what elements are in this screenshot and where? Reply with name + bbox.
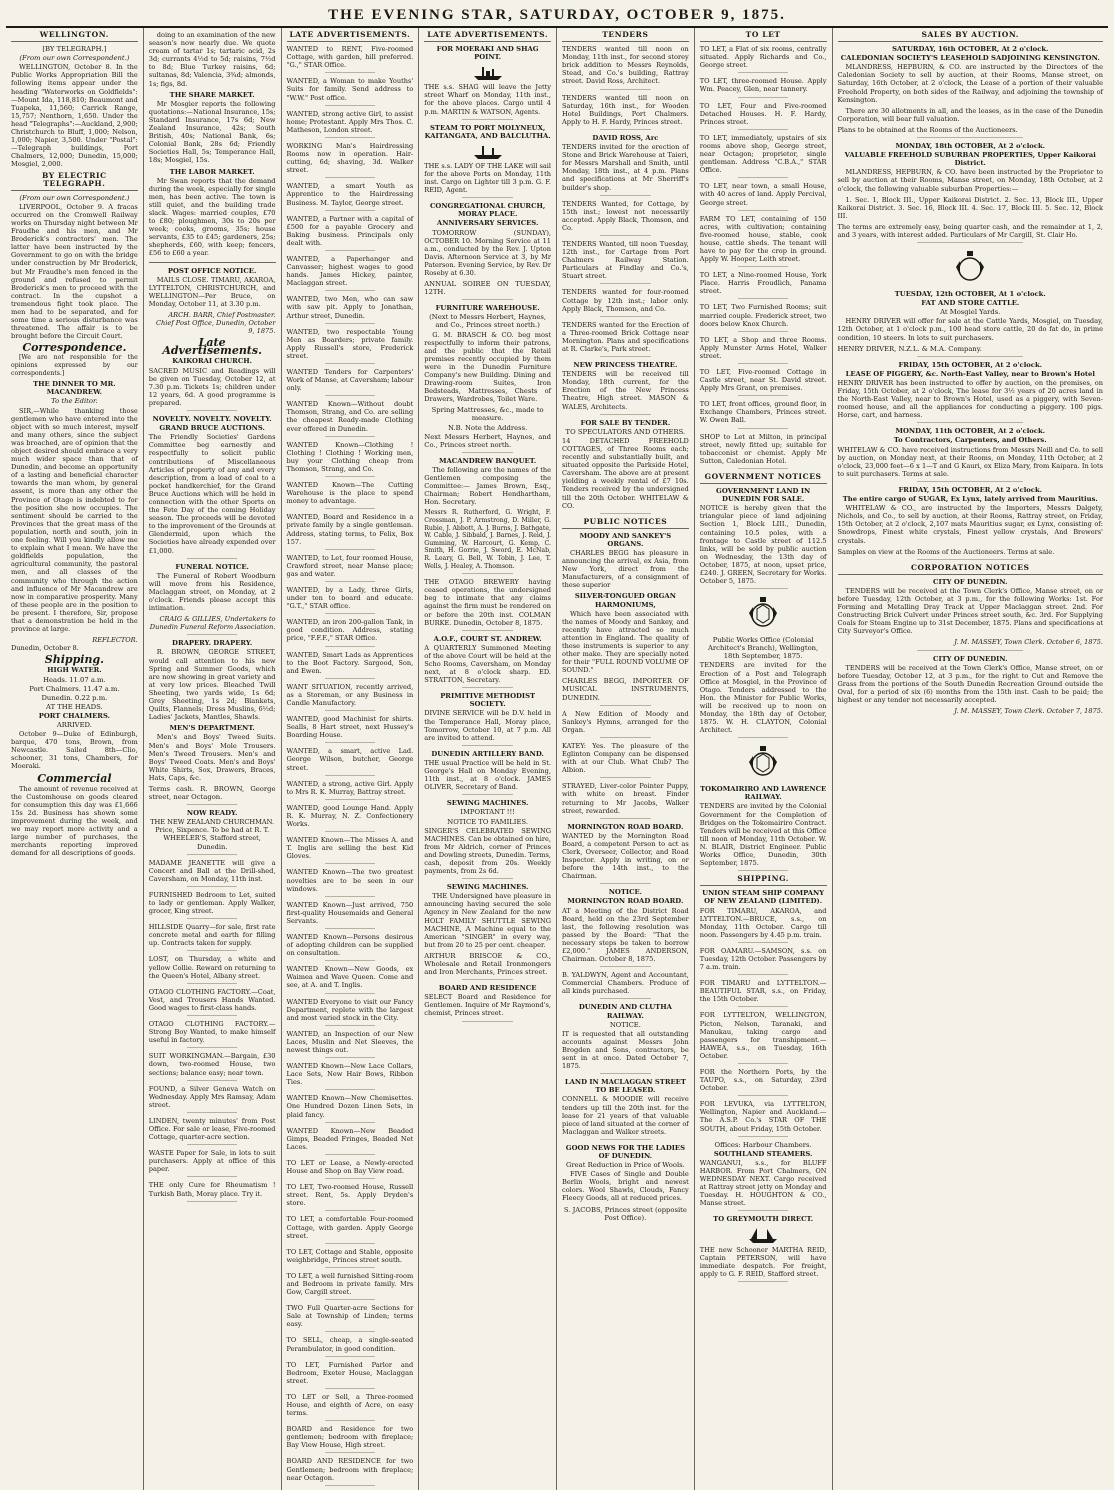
wanted-ad: WANTED Known—New Beaded Gimps, Beaded Fringes, Beaded Net Laces. (287, 1127, 414, 1155)
commercial-heading: Commercial (37, 771, 112, 785)
pwd-ad: TENDERS are invited for the Erection of a Post and Telegraph Office at Mosgiel, in the Province of Otago. Tenders addressed to the Hon. the Minister for Public Works, will be received up to noon on Monday, the 18th day of October, 1875. W. H. CLAYTON, Colonial Architect. (700, 661, 827, 738)
ship-icon-3 (747, 1226, 779, 1244)
gov-land-ad: NOTICE is hereby given that the triangular piece of land adjoining Section 1, Block LIII., Dunedin, containing 10.5 poles, with a frontage to Castle street of 112.5 links, will be sold by public auction on Wednesday, the 13th day of October, 1875, at noon, upset price, £240. J. GREEN, Secretary for Works. October 5, 1875. (700, 504, 827, 589)
shipping-heading-6: SHIPPING. (700, 875, 827, 886)
mornington-heading: MORNINGTON ROAD BOARD. (567, 822, 684, 831)
wanted-ad: TO LET, Furnished Parlor and Bedroom, Exeter House, Maclaggan street. (287, 1361, 414, 1389)
late-ads-heading-4: LATE ADVERTISEMENTS. (424, 31, 551, 42)
a1-text-b: There are 30 allotments in all, and the leases, as in the case of the Dunedin Corporation, will bear full valuation. (837, 106, 1103, 123)
begg-intro: CHARLES BEGG has pleasure in announcing the arrival, ex Asia, from New York, direct from the Manufacturers, of a consignment of these superior (562, 548, 689, 590)
port-title: PORT CHALMERS. (38, 711, 110, 720)
wanted-ad: WANTED, an iron 200-gallon Tank, in good condition. Address, stating price, "F.F.F.," STAR Office. (287, 618, 414, 646)
aof-ad: A QUARTERLY Summoned Meeting of the above Court will be held at the Scho Rooms, Caversham, on Monday next, at 8 o'clock sharp. ED. STRATTON, Secretary. (424, 644, 551, 688)
a4-date: FRIDAY, 15th OCTOBER, At 2 o'clock. (898, 360, 1043, 369)
wanted-ad: WANTED, a Partner with a capital of £500 for a payable Grocery and Baking business. Principals only dealt with. (287, 215, 414, 251)
wanted-ad: WANTED Known—The Cutting Warehouse is the place to spend money to advantage. (287, 481, 414, 509)
gov-land-heading: GOVERNMENT LAND IN DUNEDIN FOR SALE. (716, 487, 811, 504)
holt-signature: ARTHUR BRISCOE & CO., Wholesale and Retail Ironmongers and Iron Merchants, Princes street. (424, 952, 551, 980)
steam-ad: THE s.s. LADY OF THE LAKE will sail for the above Ports on Monday, 11th inst. Cargo on Lighter till 3 p.m. G. F. REID, Agent. (424, 162, 551, 198)
column-2 (144, 28, 282, 1490)
let-12: SHOP to Let at Milton, in principal street, newly fitted up; suitable for tobacconist or chemist. Apply Mr Sutton, Caledonian Hotel. (700, 433, 827, 469)
wanted-ad: WANTED Everyone to visit our Fancy Department, replete with the largest and most varied stock in the City. (287, 998, 414, 1026)
tide-port: Port Chalmers. 11.47 a.m. (29, 684, 120, 693)
mornington-heading-2: MORNINGTON ROAD BOARD. (567, 897, 684, 906)
a5-text: WHITELAW & CO. have received instructions from Messrs Neill and Co. to sell by auction, on Monday next, at their Rooms, on Monday, 11th October, at 2 o'clock, 23,000 feet—6 x 1—T and G Kauri, ex Eliza Mary, from Kaipara. In lots to suit purchasers. Terms at sale. (838, 446, 1104, 482)
wanted-ad: WANTED Known—The two greatest novelties are to be seen in our windows. (287, 868, 414, 896)
a3-text: HENRY DRIVER will offer for sale at the Cattle Yards, Mosgiel, on Tuesday, 12th October, at 1 o'clock p.m., 100 head store cattle, 20 do fat do, in prime condition, 10 steers. In lots to suit purchasers. (837, 317, 1103, 342)
waste-ad: WASTE Paper for Sale, in lots to suit purchasers. Apply at office of this paper. (149, 1149, 276, 1177)
royal-arms-icon (743, 593, 783, 633)
committee-names: Messrs R. Rutherford, G. Wright, F. Crossman, J. P. Armstrong, D. Miller, G. Rubie, J. Abbott, A. J. Burns, J. Bathgate, W. Cable, J. Sibbald, J. Barnes, J. Reid, J. Gumming, W. Harcourt, G. Kemp, C. Smith, H. Gorrie, J. Sword, E. McNab, R. Leary, G. Bell, W. Tobin, J. Lee, T. Wells, J. Healey, A. Thomson. (424, 509, 551, 574)
letter-to: To the Editor. (51, 397, 98, 406)
let-9: TO LET, a Shop and three Rooms. Apply Munster Arms Hotel, Walker street. (700, 336, 827, 364)
mornington-ad-2: AT a Meeting of the District Road Board, held on the 23rd September last, the following resolution was passed by the Board: "That the necessary steps be taken to borrow £2,000." JAMES ANDERSON, Chairman. October 8, 1875. (562, 907, 689, 968)
spring-text: Spring Mattresses, &c., made to measure. (431, 406, 544, 423)
drapery-heading: DRAPERY. DRAPERY. (172, 639, 253, 648)
tide-dunedin: Dunedin. 0.22 p.m. (41, 693, 108, 702)
at-heads: AT THE HEADS. (46, 702, 103, 711)
royal-arms-icon-2 (743, 742, 783, 782)
union-4: FOR LYTTELTON, WELLINGTON, Picton, Nelson, Taranaki, and Manukau, taking cargo and passengers for transhipment.—HAWEA, s.s., on Tuesday, 16th October. (700, 1011, 827, 1064)
southland-heading: SOUTHLAND STEAMERS. (713, 1149, 813, 1158)
wool-ad: FIVE Cases of Single and Double Berlin Wools, bright and newest colors. Wool Shawls, Clouds, Fancy Fleecy Goods, all at reduced prices. (562, 1170, 689, 1203)
a1-text-c: Plans to be obtained at the Rooms of the Auctioneers. (838, 126, 1104, 138)
share-market: Mr Mosgier reports the following quotations:—National Insurance, 15s; Standard Insurance, 17s 6d; New Zealand Insurance, 42s; South British, 40s; National Bank, 6s; Colonial Bank, 28s 6d; Friendly Societies Hall, 5s; Temperance Hall, 18s; Mosgiel, 15s. (148, 99, 276, 165)
tender-2: TENDERS wanted till noon on Saturday, 16th inst., for Wooden Hotel Buildings, Port Chalmers. Apply to H. F. Hardy, Princes street. (562, 94, 689, 130)
market-intro: doing to an examination of the new season's now nearly due. We quote cream of tartar 1s; tartaric acid, 2s 3d; currants 4½d to 5d; raisins, 7½d to 8d; Blue Turkey raisins, 6d; sultanas, 8d; Valencia, 3¾d; almonds, 1s; figs, 8d. (148, 31, 276, 88)
union-heading: UNION STEAM SHIP COMPANY OF NEW ZEALAND (LIMITED). (702, 889, 825, 906)
drapery-ad: R. BROWN, GEORGE STREET, would call attention to his new Spring and Summer Goods, which are now showing in great variety and at very low prices. Bleached Twill Sheeting, two yards wide, 1s 6d; Grey Sheeting, 1s 2d; Blankets, Quilts, Flannels; Dress Muslins, 6½d; Ladies' Jackets, Mantles, Shawls. (148, 648, 276, 722)
source: (From our own Correspondent.) (19, 54, 130, 63)
tender-8: TENDERS will be received till Monday, 18th current, for the Erection of the New Princess Theatre, High street. MASON & WALES, Architects. (562, 370, 689, 414)
let-10: TO LET, Five-roomed Cottage in Castle street, near St. David street. Apply Mrs Grant, on premises. (700, 368, 827, 396)
jacobs-signature: S. JACOBS, Princes street (opposite Post Office). (563, 1205, 687, 1222)
columns (6, 28, 1108, 1482)
telegraph-story: LIVERPOOL, October 9. A fracas occurred on the Cromwell Railway works on Thursday night between Mr Fraudhe and his men, and Mr Broderick's contractors' men. The latter have been instructed by the Government to go on with the bridge under construction by Mr Broderick, but Mr Fraudhe's men fenced in the ground and refused to permit Broderick's men to proceed with the contract. In the cupshot a tremendous fight took place. The men had to be separated, and for some time a serious disturbance was threatened. The affair is to be brought before the Circuit Court. (11, 202, 138, 341)
ready-heading: NOW READY. (186, 809, 238, 818)
a2-text: MLANDRESS, HEPBURN, & CO. have been instructed by the Proprietor to sell by auction at their Rooms, Manse street, on Monday, 18th October, at 2 o'clock, the following valuable suburban Properties:— (837, 168, 1103, 193)
wanted-ad: WANTED, to Let, four roomed House, Crawford street, near Manse place; gas and water. (287, 554, 414, 582)
royal-arms-icon-3 (950, 247, 990, 287)
madame-ad: MADAME JEANETTE will give a Concert and Ball at the Drill-shed, Caversham, on Monday, 11th inst. (149, 859, 276, 887)
a4-text: HENRY DRIVER has been instructed to offer by auction, on the premises, on Friday, 15th October, at 2 o'clock, The lease for 3½ years of 20 acres land in the North-East Valley, near to Brown's Hotel, used as a piggery, with Seven-roomed house, and all the appliances for conducting a piggery. 100 pigs. Horse, cart, and harness. (838, 379, 1104, 423)
wanted-ad: BOARD and Residence for two gentlemen; bedroom with fireplace; Bay View House, High street. (287, 1425, 414, 1453)
labour-market: Mr Swan reports that the demand during the week, especially for single men, has been active. The town is still quiet, and the building trade slack. Wages: married couples, £70 to £80; ploughmen, 30s to 20s per week; cooks, grooms, 35s; house servants, £35 to £45; gardeners, 25s; shepherds, £60, with keep; fencers, £56 to £60 a year. (148, 176, 276, 258)
let-8: TO LET, Two Furnished Rooms; suit married couple. Frederick street, two doors below Knox Church. (700, 303, 827, 331)
wanted-ad: WANTED Tenders for Carpenters' Work of Manse, at Caversham; labour only. (287, 368, 414, 396)
letter-signature: REFLECTOR. (92, 636, 138, 645)
tender-4: TENDERS Wanted, for Cottage, by 15th inst.; lowest not necessarily accepted. Apply Black, Thomson, and Co. (562, 200, 689, 236)
column-4 (419, 28, 557, 1490)
letter-date: Dunedin, October 8. (11, 644, 79, 653)
wanted-ad: WANT SITUATION, recently arrived, as a Storeman, or any Business in Candle Manufactory. (287, 683, 414, 711)
bruce-heading: GRAND BRUCE AUCTIONS. (159, 424, 265, 433)
mails: MAILS CLOSE. TIMARU, AKAROA, LYTTELTON, CHRISTCHURCH, and WELLINGTON—Per Bruce, on Monday, October 11, at 3.30 p.m. (148, 275, 276, 308)
source-2: (From our own Correspondent.) (19, 193, 130, 202)
post-office-heading: POST OFFICE NOTICE. (167, 266, 257, 275)
let-7: TO LET, a Nine-roomed House, York Place. Harris Froudlich, Panama street. (700, 271, 827, 299)
column-1 (6, 28, 144, 1490)
divider (149, 262, 276, 263)
speculators-label: TO SPECULATORS AND OTHERS. (565, 427, 686, 436)
letter-title: THE DINNER TO MR. MACANDREW. (33, 380, 116, 397)
sewing-heading-2: SEWING MACHINES. (446, 883, 529, 892)
a2-list: 1. Sec. 1, Block III., Upper Kaikorai District. 2. Sec. 13, Block III., Upper Kaikorai District. 3. Sec. 16, Block III. 4. Sec. 17, Block III. 5. Sec. 12, Block III. (837, 195, 1103, 220)
a3-signature: HENRY DRIVER, N.Z.L. & M.A. Company. (838, 345, 1104, 357)
a1-date: SATURDAY, 16th OCTOBER, At 2 o'clock. (892, 45, 1049, 54)
a1-title: CALEDONIAN SOCIETY'S LEASEHOLD SADJOINING KENSINGTON. (840, 54, 1100, 63)
wellington-heading: WELLINGTON. (11, 31, 138, 42)
a2-text-b: The terms are extremely easy, being quarter cash, and the remainder at 1, 2, and 3 years, with interest added. Particulars of Mr Cargill, St. Clair Ho. (838, 223, 1104, 243)
wanted-ad: WANTED Known—The Misses A. and T. Inglis are selling the best Kid Gloves. (287, 836, 414, 864)
novelty-heading: NOVELTY. NOVELTY. NOVELTY. (152, 415, 272, 424)
wanted-ad: WANTED, a smart Youth as Apprentice to the Hairdressing Business. M. Taylor, George street. (287, 182, 414, 210)
macandrew-heading: MACANDREW BANQUET. (439, 456, 537, 465)
furniture-heading: FURNITURE WAREHOUSE. (435, 304, 540, 313)
address-text: Next Messrs Herbert, Haynes, and Co., Princes street north. (424, 433, 551, 453)
column-6 (695, 28, 833, 1490)
let-4: TO LET, immediately, upstairs of six rooms above shop, George street, near Octagon; proprietor, single gentleman. Address "C.B.A.," STAR Office. (700, 134, 827, 178)
government-heading: GOVERNMENT NOTICES (700, 473, 827, 484)
corp2-text: TENDERS will be received at the Town Clerk's Office, Manse street, on or before Tuesday, October 12, at 3 p.m., for the right to Cut and Remove the Grass from the portions of the South Dunedin Recreation Ground outside the Oval, for a period of six (6) months from the 15th inst. Cash to be paid; the highest or any tender not necessarily accepted. (837, 663, 1103, 704)
wanted-ad: WANTED, a Paperhanger and Canvasser; highest wages to good hands. James Hickey, painter, Maclaggan street. (287, 255, 414, 291)
arrived-label: ARRIVED. (56, 721, 92, 729)
begg-signature: CHARLES BEGG, IMPORTER OF MUSICAL INSTRUMENTS, DUNEDIN. (562, 677, 689, 705)
ship-icon-2 (472, 142, 504, 160)
wanted-ad: WANTED, by a Lady, three Girls, under ten to board and educate. "G.T.," STAR office. (287, 586, 414, 614)
clutha-ad: IT is requested that all outstanding accounts against Messrs John Brogden and Sons, contractors, be sent in at once. Dated October 7, 1875. (562, 1030, 689, 1074)
anniversary-heading: ANNIVERSARY SERVICES. (436, 219, 539, 228)
southland-ad: WANGANUI, s.s., for BLUFF HARBOR. From Port Chalmers, ON WEDNESDAY NEXT. Cargo received at Rattray street jetty on Monday and Tuesday. H. HOUGHTON & CO., Manse street. (700, 1159, 827, 1212)
wanted-ad: TO LET, Cottage and Stable, opposite weighbridge, Princes street south. (287, 1248, 414, 1268)
families-label: NOTICE TO FAMILIES. (447, 817, 528, 826)
arrivals: October 9—Duke of Edinburgh, barque, 470 tons, Brown, from Newcastle. Sailed 8th—Clio, schooner, 31 tons, Chambers, for Moeraki. (11, 730, 138, 771)
wellington-story: WELLINGTON, October 8. In the Public Works Appropriation Bill the following items appear under the heading "Waterworks on Goldfields":—Mount Ida, 118,810; Beaumont and Tuapeka, 11,560; Carrick Range, 15,757; Nenthorn, 1,650. Under the head "Telegraphs":—Auckland, 2,900; Christchurch to Bluff, 1,000; Nelson, 1,000; Napier, 3,500. Under "Postal":—Telegraph buildings, Port Chalmers, 12,000; Dunedin, 15,000; Mosgiel, 2,000. (11, 63, 138, 169)
wanted-ad: TO LET, a well furnished Sitting-room and Bedroom in private family. Mrs Gow, Cargill street. (287, 1272, 414, 1300)
wanted-ad: TWO Full Quarter-acre Sections for Sale at Township of Linden; terms easy. (287, 1304, 414, 1332)
important-label: IMPORTANT !!! (460, 808, 515, 817)
correspondence-heading: Correspondence. (22, 341, 127, 355)
greymouth-ad: THE new Schooner MARTHA REID, Captain PETERSON, will have immediate despatch. For freight, apply to G. F. REID, Stafford street. (700, 1246, 827, 1282)
wanted-ad: WANTED, good Machinist for shirts. Sealls, 8 Hart street, next Hussey's Boarding House. (287, 715, 414, 743)
a4-title: LEASE OF PIGGERY, &c. North-East Valley, near to Brown's Hotel (845, 369, 1095, 378)
shipping-heading: Shipping. (44, 653, 104, 667)
sacred-music-ad: SACRED MUSIC and Readings will be given on Tuesday, October 12, at 7.30 p.m. Tickets 1s; children under 12 years, 6d. A good programme is prepared. (149, 367, 276, 411)
suit-ad: SUIT WORKINGMAN.—Bargain, £30 down, two-roomed House, two sections; balance easy; near town. (149, 1052, 276, 1080)
land-ad: CONNELL & MOODIE will receive tenders up till the 20th inst. for the lease for 21 years of that valuable piece of land situated at the corner of Maclaggan and Walker streets. (562, 1095, 689, 1139)
artillery-heading: DUNEDIN ARTILLERY BAND. (431, 749, 544, 758)
tenders-heading: TENDERS (562, 31, 689, 42)
wanted-ad: WANTED Known—Clothing ! Clothing ! Clothing ! Working men, buy your Clothing cheap from Thomson, Strang, and Co. (287, 441, 414, 477)
land-heading: LAND IN MACLAGGAN STREET TO BE LEASED. (564, 1078, 686, 1095)
a1-text: MLANDRESS, HEPBURN, & CO. are instructed by the Directors of the Caledonian Society to sell by auction, at their Rooms, Manse street, on Saturday, 16th October, at 2 o'clock, the Lease of a portion of their valuable Freehold Property, on both sides of the Railway, and adjoining the township of Kensington. (837, 63, 1103, 104)
commercial-story: The amount of revenue received at the Customhouse on goods cleared for consumption this day was £1,666 15s 2d. Business has shown some improvement during the week, and we may report more activity and a large number of purchases, the merchants reporting improved demand for all descriptions of goods. (11, 784, 138, 858)
to-let-heading: TO LET (700, 31, 827, 42)
nb-text: N.B. Note the Address. (447, 423, 528, 432)
corp-signature: J. M. MASSEY, Town Clerk. October 6, 1875. (838, 638, 1104, 650)
tender-3: TENDERS invited for the erection of Stone and Brick Warehouse at Taieri, for Messrs Marshall and Smith, until Monday, 18th inst., at 4 p.m. Plans and specifications at Mr Sherriff's builder's shop. (562, 143, 689, 196)
railway-heading: TOKOMAIRIRO AND LAWRENCE RAILWAY. (700, 785, 827, 802)
union-1: FOR TIMARU, AKAROA, and LYTTELTON.—BRUCE, s.s., on Monday, 11th October. Cargo till noon. Passengers by 4.45 p.m. train. (700, 907, 827, 943)
a3-title: FAT AND STORE CATTLE. (921, 299, 1020, 308)
byline: [BY TELEGRAPH.] (42, 45, 107, 54)
wanted-ad: WANTED, a strong, active Girl. Apply to Mrs R. K. Murray, Battray street. (287, 780, 414, 800)
board-heading: BOARD AND RESIDENCE (438, 984, 537, 993)
mornington-ad: WANTED by the Mornington Road Board, a competent Person to act as Clerk, Overseer, Collector, and Road Inspector. Apply in writing, on or before the 14th inst., to the Chairman. (562, 832, 689, 885)
auction-heading: SALES BY AUCTION. (838, 31, 1104, 42)
notice-label: NOTICE. (609, 1020, 641, 1029)
wanted-ad: WANTED, two respectable Young Men as Boarders; private family. Apply Russell's store, Frederick street. (287, 328, 414, 364)
tender-1: TENDERS wanted till noon on Monday, 11th inst., for second storey brick addition to Messrs Reynolds, Stead, and Co.'s building, Rattray street. David Ross, Architect. (562, 45, 689, 89)
wanted-ad: WANTED Known—New Goods, ex Waimea and Wave Queen. Come and see, at A. and T. Inglis. (287, 965, 414, 993)
corporation-heading: CORPORATION NOTICES (838, 564, 1104, 575)
otago-ad: OTAGO CLOTHING FACTORY.—Coat, Vest, and Trousers Hands Wanted. Good wages to first-class hands. (149, 988, 276, 1016)
corp2-title: CITY OF DUNEDIN. (933, 654, 1008, 663)
wanted-ad: TO LET, Two-roomed House, Russell street. Rent, 5s. Apply Dryden's store. (287, 1183, 414, 1211)
wanted-ad: WANTED, a Woman to make Youths' Suits for family. Send address to "W.W." Post office. (287, 77, 414, 105)
linden-ad: LINDEN, twenty minutes' from Post Office. For sale or lease, Five-roomed Cottage, quarter-acre section. (149, 1117, 276, 1145)
wanted-ad: WANTED, two Men, who can saw with saw pit. Apply to Jonathan, Arthur street, Dunedin. (287, 295, 414, 323)
notice-heading: NOTICE. (608, 888, 643, 897)
a3-location: At Mosgiel Yards. (940, 308, 1001, 317)
post-signature: ARCH. BARR, Chief Postmaster. Chief Post Office, Dunedin, October 9, 1875. (155, 311, 276, 336)
letter-body: SIR,—While thanking those gentlemen who have entered into the object with so much interest, myself and many others, since the subject was broached, are of opinion that the object desired should embrace a very much wider space than that of Dunedin, and become an opportunity of a lasting and beneficial character towards the man whom, by general assent, is more than any other the Province of Otago is indebted to for the position she now occupies. The sentiment should be carried to the Provinces that the great mass of the population, north and south, join in one feeling. Will you kindly allow me to explain what I mean. We have the goldfields population, the agricultural community, the pastoral men, and all classes of the community who through the action and influence of Mr Macandrew are now in comparative prosperity. Many of these people are in the position to be present. I therefore, Sir, propose that a demonstration be held in the province at large. (11, 406, 138, 634)
bruce-ad: The Friendly Societies' Gardens Committee beg earnestly and respectfully to solicit public contributions of Miscellaneous Articles of property of any and every description, from a load of coal to a pocket handkerchief, for the Grand Bruce Auctions which will be held in connection with the other Sports on the Fete Day of the coming Holiday season. The proceeds will be devoted to the improvement of the Grounds at Glendermid, upon which the Societies have already expended over £1,000. (149, 433, 276, 558)
wanted-ad: WANTED, Smart Lads as Apprentices to the Boot Factory. Sargood, Son, and Ewen. (287, 651, 414, 679)
furniture-text: G. M. BRASCH & CO. beg most respectfully to inform their patrons, and the public that the Retail premises recently occupied by them were in the Dunedin Furniture Company's new Building. Dining and Drawing-room Suites, Iron Bedsteads, Mattresses, Chests of Drawers, Wardrobes, Toilet Ware. (424, 330, 551, 404)
let-5: TO LET, near town, a small House, with 40 acres of land. Apply Percival, George street. (700, 182, 827, 210)
news-heading: GOOD NEWS FOR THE LADIES OF DUNEDIN. (565, 1143, 685, 1160)
labour-market-heading: THE LABOR MARKET. (169, 167, 255, 176)
clutha-heading: DUNEDIN AND CLUTHA RAILWAY. (578, 1003, 672, 1020)
sale-tender-heading: FOR SALE BY TENDER. (580, 418, 671, 427)
cottages-ad: 14 DETACHED FREEHOLD COTTAGES, of Three Rooms each; recently and substantially built, and situated opposite the Parkside Hotel, Caversham. The above are at present yielding a weekly rental of £7 10s. Tenders received by the undersigned till the 20th October. WHITELAW & CO. (562, 437, 689, 514)
let-11: TO LET, front offices, ground floor, in Exchange Chambers, Princes street. W. Owen Ball. (700, 400, 827, 428)
a6-text: WHITELAW & CO., are instructed by the Importers, Messrs Dalgety, Nichols, and Co., to sell by auction, at their Rooms, Rattray street, on Friday, 15th October, at 2 o'clock, 2,107 mats Mauritius sugar, ex Lynx, consisting of: Snowdrops, Finest white crystals, Finest yellow crystals, And Brewers' crystals. (837, 504, 1103, 545)
wanted-ad: WANTED, a smart, active Lad. George Wilson, butcher, George street. (287, 747, 414, 775)
railway-ad: TENDERS are invited by the Colonial Government for the Completion of Bridges on the Tokomairiro Contract. Tenders will be received at this Office till noon of Monday, 11th October. W. N. BLAIR, District Engineer. Public Works Office, Dunedin, 30th September, 1875. (700, 802, 827, 871)
column-5 (557, 28, 695, 1490)
offices-label: Offices: Harbour Chambers. (714, 1140, 812, 1149)
a3-date: TUESDAY, 12th OCTOBER, At 1 o'clock. (894, 290, 1046, 299)
pwd-heading: Public Works Office (Colonial Architect's Branch), Wellington, 18th September, 1875. (708, 636, 819, 661)
wanted-ad: BOARD AND RESIDENCE for two Gentlemen; bedroom with fireplace; near Octagon. (287, 1457, 414, 1485)
a2-title: VALUABLE FREEHOLD SUBURBAN PROPERTIES, Upper Kaikorai District. (844, 151, 1096, 168)
union-2: FOR OAMARU.—SAMSON, s.s. on Tuesday, 12th October. Passengers by 7 a.m. train. (700, 947, 827, 975)
a5-title: To Contractors, Carpenters, and Others. (893, 436, 1047, 445)
corp-title: CITY OF DUNEDIN. (933, 577, 1008, 586)
macandrew-text: The following are the names of the Gentlemen composing the Committee:— James Brown, Esq., Chairman; Robert Hendhartham, Hon. Secretary. (424, 465, 551, 507)
wanted-ad: TO LET or Lease, a Newly-erected House and Shop on Bay View road. (287, 1159, 414, 1179)
wanted-ad: WANTED Known—Persons desirous of adopting children can be supplied on consultation. (287, 933, 414, 961)
wanted-ad: WANTED, an Inspection of our New Laces, Muslin and Net Sleeves, the newest things out. (287, 1030, 414, 1058)
mens-ad: Men's and Boys' Tweed Suits. Men's and Boys' Mole Trousers. Men's Tweed Trousers. Men's and Boys' Tweed Coats. Men's and Boys' White Shirts, Sox, Drawers, Braces, Hats, Caps, &c. (148, 733, 276, 782)
cure-ad: THE only Cure for Rheumatism ! Turkish Bath, Moray place. Try it. (149, 1181, 276, 1201)
lost-ad: LOST, on Thursday, a white and yellow Collie. Reward on returning to the Queen's Hotel, Albany street. (149, 955, 276, 983)
wanted-ad: WANTED Known—Without doubt Thomson, Strang, and Co. are selling the cheapest Ready-made Clothing ever offered in Dunedin. (287, 400, 414, 436)
union-6: FOR LEVUKA, via LYTTELTON, Wellington, Napier and Auckland.—The A.S.P. Co.'s STAR OF THE SOUTH, about Friday, 15th October. (700, 1100, 827, 1136)
churchman-ad: THE NEW ZEALAND CHURCHMAN. Price, Sixpence. To be had at R. T. WHEELER'S, Stafford street, Dunedin. (149, 818, 276, 854)
greymouth-heading: TO GREYMOUTH DIRECT. (713, 1215, 814, 1224)
organ-heading: SILVER-TONGUED ORGAN HARMONIUMS, (574, 592, 676, 609)
furnished-ad: FURNISHED Bedroom to Let, suited to lady or gentleman. Apply Walker, grocer, King street. (149, 891, 276, 919)
let-1: TO LET, a Flat of six rooms, centrally situated. Apply Richards and Co., George street. (700, 45, 827, 73)
wanted-ad: WANTED to RENT, Five-roomed Cottage, with garden, hill preferred. "G.," STAR Office. (287, 45, 414, 73)
funeral-notice: The Funeral of Robert Woodburn will move from his Residence, Maclaggan street, on Monday, at 2 o'clock. Friends please accept this intimation. (148, 571, 276, 613)
soiree: ANNUAL SOIREE ON TUESDAY, 12TH. (424, 280, 551, 300)
katey-ad: KATEY: Yes. The pleasure of the Eglinton Company can be dispensed with at our Club. What Club? The Albion. (562, 742, 689, 778)
masthead: THE EVENING STAR, SATURDAY, OCTOBER 9, 1875. (6, 4, 1108, 28)
late-ads-heading-3: LATE ADVERTISEMENTS. (287, 31, 414, 42)
funeral-heading: FUNERAL NOTICE. (175, 562, 249, 571)
tide-heads: Heads. 11.07 a.m. (43, 675, 106, 684)
wanted-ad: WANTED Known—New Chemisettes. One Hundred Dozen Linen Sets, in plaid fancy. (287, 1094, 414, 1122)
kaikorai-church: KAIKORAI CHURCH. (172, 357, 253, 366)
moody-heading: MOODY AND SANKEY'S ORGANS. (579, 531, 672, 548)
strayed-ad: STRAYED, Liver-color Pointer Puppy, with white on breast. Finder returning to Mr Jacobs, Walker street, rewarded. (562, 782, 689, 818)
column-3 (282, 28, 420, 1490)
let-6: FARM TO LET, containing of 150 acres, with cultivation; containing five-roomed house, stable, cook house, cattle sheds. The tenant will have to pay for the crop in ground. Apply W. Hooper, Leith street. (700, 215, 827, 268)
sewing-heading: SEWING MACHINES. (446, 799, 529, 808)
hymns-ad: A New Edition of Moody and Sankey's Hymns, arranged for the Organ. (562, 710, 689, 738)
wanted-ad: WANTED, Board and Residence in a private family by a single gentleman. Address, stating terms, to Felix, Box 157. (287, 513, 414, 549)
yaldwyn-ad: B. YALDWYN, Agent and Accountant, Commercial Chambers. Produce of all kinds purchased. (562, 971, 689, 999)
corp2-signature: J. M. MASSEY, Town Clerk. October 7, 1875. (954, 707, 1103, 716)
wanted-ad: TO LET or Sell, a Three-roomed House, and eighth of Acre, on easy terms. (287, 1393, 414, 1421)
tender-5: TENDERS Wanted, till noon Tuesday, 12th inst., for Cartage from Port Chalmers Railway Station. Particulars at Findlay and Co.'s, Stuart street. (562, 240, 689, 284)
otago-ad-2: OTAGO CLOTHING FACTORY.—Strong Boy Wanted, to make himself useful in factory. (149, 1020, 276, 1048)
union-5: FOR the Northern Ports, by the TAUPO, s.s., on Saturday, 23rd October. (700, 1068, 827, 1096)
ross-heading: DAVID ROSS, Arc (592, 133, 659, 142)
correspondence-note: [We are not responsible for the opinions expressed by our correspondents.] (11, 354, 138, 377)
princess-heading: NEW PRINCESS THEATRE. (573, 361, 678, 370)
union-3: FOR TIMARU and LYTTELTON.—BEAUTIFUL STAR, s.s., on Friday, the 15th October. (700, 979, 827, 1007)
corp-text: TENDERS will be received at the Town Clerk's Office, Manse street, on or before Tuesday, 12th October, at 3 p.m., for the following Works: 1st. For Forming and Metalling Dray Track at Upper Maclaggan street. 2nd. For Constructing Brick Culvert under Princes street south, &c. 3rd. For Supplying Coals for Steam Engine up to 31st December, 1875. Plans and specifications at City Surveyor's Office. (837, 586, 1103, 636)
a6-title: The entire cargo of SUGAR, Ex Lynx, lately arrived from Mauritius. (842, 495, 1098, 504)
methodist-heading: PRIMITIVE METHODIST SOCIETY. (440, 692, 536, 709)
hillside-ad: HILLSIDE Quarry—for sale, first rate concrete metal and earth for filling up. Contracts taken for supply. (149, 923, 276, 951)
wanted-ad: WANTED, strong active Girl, to assist home; Protestant. Apply Mrs Thos. C. Matheson, London street. (287, 110, 414, 138)
furniture-note: (Next to Messrs Herbert, Haynes, and Co., Princes street north.) (429, 313, 547, 330)
moeraki-ad: THE s.s. SHAG will leave the Jetty street Wharf on Monday, 11th inst., for the above places. Cargo until 4 p.m. MARTIN & WATSON, Agents. (424, 83, 551, 119)
telegraph-heading: BY ELECTRIC TELEGRAPH. (11, 172, 138, 191)
wanted-ad: TO SELL, cheap, a single-seated Perambulator, in good condition. (287, 1336, 414, 1356)
a6-text-b: Samples on view at the Rooms of the Auctioneers. Terms at sale. (838, 548, 1104, 560)
aof-heading: A.O.F., COURT ST. ANDREW. (433, 634, 542, 643)
news-sub: Great Reduction in Price of Wools. (565, 1161, 685, 1170)
public-notices-heading: PUBLIC NOTICES (562, 518, 689, 529)
wanted-ads-list (287, 45, 414, 1486)
steam-heading: STEAM TO PORT MOLYNEUX, KAITANGATA, AND BALCLUTHA. (424, 123, 551, 140)
share-market-heading: THE SHARE MARKET. (169, 90, 255, 99)
let-2: TO LET, three-roomed House. Apply Wm. Peacey, Glen, near tannery. (700, 77, 827, 97)
wanted-ad: WANTED, good Lounge Hand. Apply R. K. Murray, N. Z. Confectionery Works. (287, 804, 414, 832)
wanted-ad: TO LET, a comfortable Four-roomed Cottage, with garden. Apply George street. (287, 1215, 414, 1243)
wanted-ad: WANTED Known—Just arrived, 750 first-quality Housemaids and General Servants. (287, 901, 414, 929)
anniversary-text: TOMORROW (SUNDAY), OCTOBER 10. Morning Service at 11 a.m., conducted by the Rev. J. Upton Davis. Afternoon Service at 3, by Mr Paterson. Evening Service, by Rev. Dr Roseby at 6.30. (424, 228, 551, 277)
ship-icon (472, 63, 504, 81)
congregational-heading: CONGREGATIONAL CHURCH, MORAY PLACE. (429, 202, 546, 219)
mens-heading: MEN'S DEPARTMENT. (169, 724, 255, 733)
moeraki-heading: FOR MOERAKI AND SHAG POINT. (436, 45, 539, 62)
artillery-ad: THE usual Practice will be held in St. George's Hall on Monday Evening, 11th inst., at 8 o'clock. JAMES OLIVER, Secretary of Band. (424, 759, 551, 795)
terms: Terms cash. R. BROWN, George street, near Octagon. (149, 785, 276, 805)
funeral-signature: CRAIG & GILLIES, Undertakers to Dunedin Funeral Reform Association. (149, 615, 276, 635)
tender-6: TENDERS wanted for four-roomed Cottage by 12th inst.; labor only. Apply Black, Thomson, and Co. (562, 288, 689, 316)
tide-title: HIGH WATER. (47, 666, 102, 675)
board-ad: SELECT Board and Residence for Gentlemen. Inquire of Mr Raymond's, chemist, Princes street. (424, 993, 551, 1021)
brewery-ad: THE OTAGO BREWERY having ceased operations, the undersigned beg to intimate that any claims against the firm must be rendered on or before the 20th inst. COLMAN BURKE. Dunedin, October 8, 1875. (424, 578, 551, 631)
a5-date: MONDAY, 11th OCTOBER, At 2 o'clock. (895, 427, 1046, 436)
a6-date: FRIDAY, 15th OCTOBER, At 2 o'clock. (898, 485, 1043, 494)
holt-ad: THE Undersigned have pleasure in announcing having secured the sole Agency in New Zealand for the new HOLT FAMILY SHUTTLE SEWING MACHINE, A Machine equal to the American "SINGER" in every way, but from 20 to 25 per cent. cheaper. (424, 892, 551, 949)
wanted-ad: WANTED Known—New Lace Collars, Lace Sets, New Hair Bows, Ribbon Ties. (287, 1062, 414, 1090)
organ-text: Which have been associated with the names of Moody and Sankey, and recently have attracted so much attention in England. The quality of these instruments is superior to any other make. They are specially noted for their "FULL ROUND VOLUME OF SOUND." (562, 609, 689, 675)
methodist-ad: DIVINE SERVICE will be D.V. held in the Temperance Hall, Moray place, Tomorrow, October 10, at 7 p.m. All are invited to attend. (424, 709, 551, 745)
found-ad: FOUND, a Silver Geneva Watch on Wednesday. Apply Mrs Ramsay, Adam street. (149, 1085, 276, 1113)
wanted-ad: WORKING Man's Hairdressing Rooms now in operation. Hair-cutting, 6d; shaving, 3d. Walker street. (287, 142, 414, 178)
tender-7: TENDERS wanted for the Erection of a Three-roomed Brick Cottage near Mornington. Plans and specifications at R. Clarke's, Park street. (562, 321, 689, 357)
late-ads-heading: Late Advertisements. (162, 336, 262, 358)
a2-date: MONDAY, 18th OCTOBER, At 2 o'clock. (895, 142, 1046, 151)
singer-ad: SINGER'S CELEBRATED SEWING MACHINES. Can be obtained on hire, from Mr Aldrich, corner of Princes and Dowling streets, Dunedin. Terms, cash, deposit from 20s. Weekly payments, from 2s 6d. (424, 827, 551, 880)
column-7 (833, 28, 1109, 1490)
let-3: TO LET, Four and Five-roomed Detached Houses. H. F. Hardy, Princes street. (700, 102, 827, 130)
